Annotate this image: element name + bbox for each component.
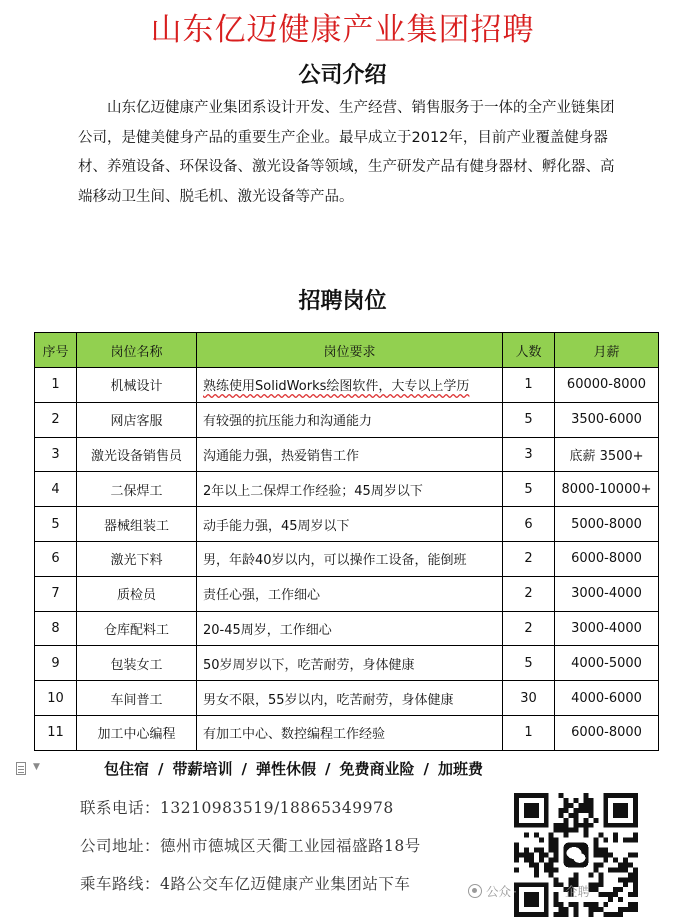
- cell-count: 2: [503, 576, 555, 611]
- col-header-count: 人数: [503, 333, 555, 368]
- cell-count: 5: [503, 646, 555, 681]
- cell-no: 3: [35, 437, 77, 472]
- cell-salary: 4000-6000: [555, 681, 659, 716]
- cell-count: 1: [503, 715, 555, 750]
- benefit-separator: /: [325, 760, 331, 778]
- wechat-icon: [561, 840, 591, 870]
- table-row: [35, 646, 659, 681]
- benefit-item: 免费商业险: [339, 760, 415, 778]
- cell-no: 6: [35, 541, 77, 576]
- col-header-no: 序号: [35, 333, 77, 368]
- company-heading: 公司介绍: [298, 62, 387, 88]
- company-intro-text: 山东亿迈健康产业集团系设计开发、生产经营、销售服务于一体的全产业链集团公司，是健美健身产品的重要生产企业。最早成立于2012年，目前产业覆盖健身器材、养殖设备、环保设备、激光设备等领域，生产研发产品有健身器材、孵化器、高端移动卫生间、脱毛机、激光设备等产品。: [78, 100, 615, 205]
- cell-req: 沟通能力强，热爱销售工作: [197, 437, 503, 472]
- cell-req: 20-45周岁，工作细心: [197, 611, 503, 646]
- wechat-icon: [468, 884, 482, 898]
- cell-req: 熟练使用SolidWorks绘图软件，大专以上学历: [197, 368, 503, 403]
- cell-req: 2年以上二保焊工作经验；45周岁以下: [197, 472, 503, 507]
- jobs-table: [34, 332, 659, 751]
- cell-count: 6: [503, 507, 555, 542]
- contact-address: 公司地址：德州市德城区天衢工业园福盛路18号: [80, 837, 421, 855]
- table-row: [35, 541, 659, 576]
- cell-count: 5: [503, 472, 555, 507]
- cell-salary: 6000-8000: [555, 715, 659, 750]
- cell-name: 加工中心编程: [77, 715, 197, 750]
- cell-salary: 3000-4000: [555, 576, 659, 611]
- cell-count: 2: [503, 611, 555, 646]
- cell-name: 激光下料: [77, 541, 197, 576]
- cell-req: 男，年龄40岁以内，可以操作工设备，能倒班: [197, 541, 503, 576]
- benefit-separator: /: [423, 760, 429, 778]
- cell-count: 1: [503, 368, 555, 403]
- table-row: [35, 368, 659, 403]
- cell-req: 责任心强，工作细心: [197, 576, 503, 611]
- cell-no: 10: [35, 681, 77, 716]
- cell-req: 男女不限，55岁以内，吃苦耐劳，身体健康: [197, 681, 503, 716]
- cell-salary: 底薪 3500+: [555, 437, 659, 472]
- contact-route: 乘车路线：4路公交车亿迈健康产业集团站下车: [80, 875, 411, 893]
- cell-name: 二保焊工: [77, 472, 197, 507]
- benefit-item: 加班费: [438, 760, 484, 778]
- cell-no: 4: [35, 472, 77, 507]
- benefit-separator: /: [158, 760, 164, 778]
- table-row: [35, 681, 659, 716]
- benefit-item: 包住宿: [104, 760, 150, 778]
- cell-no: 2: [35, 402, 77, 437]
- cell-salary: 6000-8000: [555, 541, 659, 576]
- benefit-item: 弹性休假: [256, 760, 317, 778]
- company-intro: [78, 94, 618, 212]
- cell-no: 5: [35, 507, 77, 542]
- document-icon[interactable]: [16, 762, 30, 776]
- cell-req: 动手能力强，45周岁以下: [197, 507, 503, 542]
- cell-salary: 60000-8000: [555, 368, 659, 403]
- cell-salary: 4000-5000: [555, 646, 659, 681]
- benefit-separator: /: [241, 760, 247, 778]
- cell-req: 有较强的抗压能力和沟通能力: [197, 402, 503, 437]
- cell-count: 5: [503, 402, 555, 437]
- cell-name: 激光设备销售员: [77, 437, 197, 472]
- chevron-down-icon[interactable]: ▼: [33, 762, 40, 772]
- page-title: 山东亿迈健康产业集团招聘: [150, 12, 535, 48]
- cell-name: 包装女工: [77, 646, 197, 681]
- cell-no: 11: [35, 715, 77, 750]
- cell-salary: 3000-4000: [555, 611, 659, 646]
- cell-name: 车间普工: [77, 681, 197, 716]
- cell-no: 9: [35, 646, 77, 681]
- table-row: [35, 576, 659, 611]
- table-row: [35, 507, 659, 542]
- watermark: [468, 882, 590, 900]
- cell-name: 网店客服: [77, 402, 197, 437]
- cell-name: 质检员: [77, 576, 197, 611]
- cell-name: 器械组装工: [77, 507, 197, 542]
- cell-salary: 5000-8000: [555, 507, 659, 542]
- cell-req: 50岁周岁以下，吃苦耐劳，身体健康: [197, 646, 503, 681]
- watermark-suffix: 企聘: [565, 884, 591, 899]
- cell-req: 有加工中心、数控编程工作经验: [197, 715, 503, 750]
- table-row: [35, 472, 659, 507]
- cell-salary: 3500-6000: [555, 402, 659, 437]
- jobs-heading: 招聘岗位: [298, 288, 387, 314]
- col-header-req: 岗位要求: [197, 333, 503, 368]
- col-header-salary: 月薪: [555, 333, 659, 368]
- watermark-prefix: 公众: [486, 884, 512, 899]
- cell-count: 3: [503, 437, 555, 472]
- cell-salary: 8000-10000+: [555, 472, 659, 507]
- cell-count: 2: [503, 541, 555, 576]
- col-header-name: 岗位名称: [77, 333, 197, 368]
- cell-no: 7: [35, 576, 77, 611]
- table-row: [35, 437, 659, 472]
- table-row: [35, 715, 659, 750]
- table-row: [35, 402, 659, 437]
- cell-name: 仓库配料工: [77, 611, 197, 646]
- cell-no: 8: [35, 611, 77, 646]
- benefits-line: [104, 758, 483, 779]
- watermark-dots: ·: [513, 883, 517, 899]
- cell-name: 机械设计: [77, 368, 197, 403]
- table-row: [35, 611, 659, 646]
- contact-phone: 联系电话：13210983519/18865349978: [80, 799, 394, 817]
- table-header-row: [35, 333, 659, 368]
- cell-count: 30: [503, 681, 555, 716]
- cell-no: 1: [35, 368, 77, 403]
- benefit-item: 带薪培训: [172, 760, 233, 778]
